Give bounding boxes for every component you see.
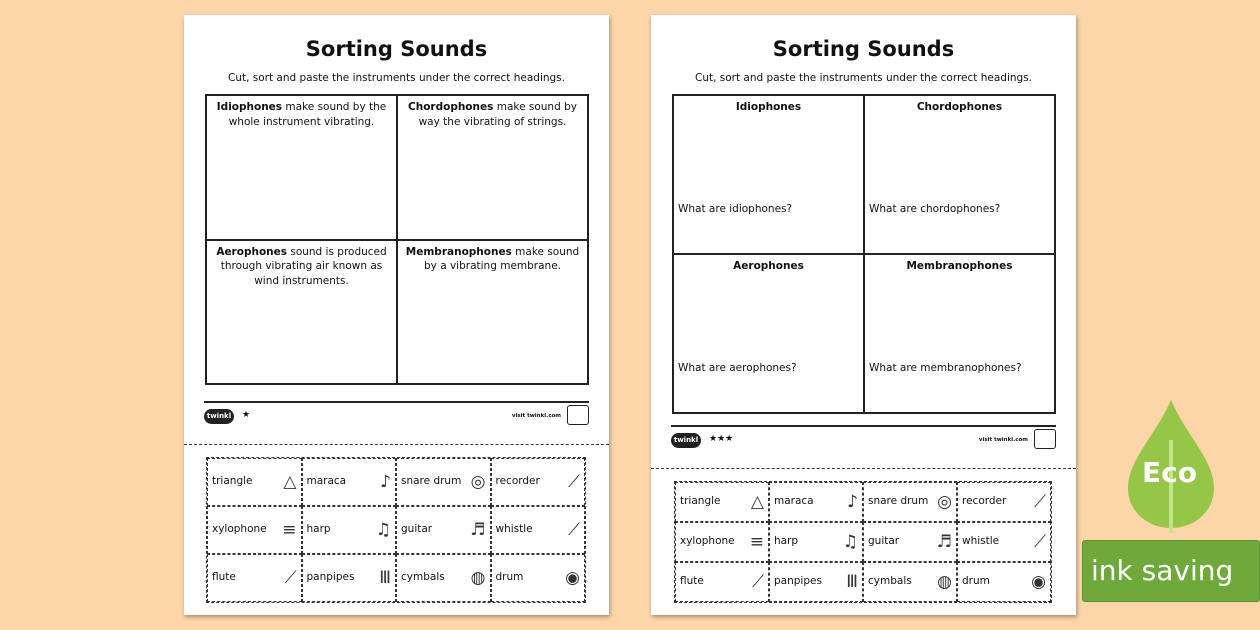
instructions: Cut, sort and paste the instruments under the correct headings. xyxy=(227,72,565,84)
badge-icon xyxy=(567,405,589,425)
question: What are chordophones? xyxy=(869,203,1001,216)
instrument-icon: ⟋ xyxy=(1034,532,1046,552)
twinkl-logo: twinkl xyxy=(204,409,234,424)
instrument-icon: ◍ xyxy=(470,568,486,588)
page-title: Sorting Sounds xyxy=(772,37,955,61)
instrument-card xyxy=(769,522,863,562)
instrument-icon: △ xyxy=(283,472,297,492)
cell-idiophones xyxy=(673,95,864,254)
question: What are idiophones? xyxy=(678,203,793,216)
instrument-icon: ◎ xyxy=(937,492,952,512)
sorting-grid xyxy=(672,94,1056,414)
instrument-icon: △ xyxy=(750,492,764,512)
instrument-name: flute xyxy=(212,571,236,584)
worksheet-page-1 xyxy=(184,15,609,615)
instrument-name: xylophone xyxy=(680,535,735,548)
eco-leaf-icon xyxy=(1126,400,1216,533)
instrument-icon: ⟋ xyxy=(568,520,580,540)
instrument-card xyxy=(396,554,491,602)
cell-aerophones xyxy=(206,240,397,385)
description: make sound by a vibrating membrane. xyxy=(423,245,580,273)
ink-saving-banner xyxy=(1082,540,1260,602)
instrument-icon: ◎ xyxy=(470,472,486,492)
worksheet-page-2 xyxy=(651,15,1076,615)
cell-chordophones xyxy=(397,95,588,240)
instrument-name: recorder xyxy=(962,495,1007,508)
instrument-name: snare drum xyxy=(401,475,462,488)
instrument-name: drum xyxy=(962,575,990,588)
instrument-card xyxy=(207,554,302,602)
instrument-card xyxy=(396,458,491,506)
sorting-grid xyxy=(205,94,589,385)
instrument-icon: ♪ xyxy=(847,492,858,512)
instrument-name: guitar xyxy=(868,535,900,548)
instrument-icon: ◉ xyxy=(1031,572,1046,592)
instrument-card xyxy=(207,506,302,554)
instrument-icon: ◉ xyxy=(565,568,580,588)
instrument-card xyxy=(863,562,957,602)
heading: Aerophones xyxy=(216,245,288,258)
instrument-icon: ♪ xyxy=(380,472,391,492)
instrument-card xyxy=(675,562,769,602)
instrument-icon: ⟋ xyxy=(284,568,297,588)
cell-membranophones xyxy=(864,254,1055,413)
difficulty-stars: ★★★ xyxy=(709,434,734,444)
instrument-card xyxy=(207,458,302,506)
instrument-card xyxy=(863,522,957,562)
visit-link: visit twinkl.com xyxy=(511,413,561,419)
twinkl-logo: twinkl xyxy=(671,433,701,448)
instrument-card xyxy=(769,482,863,522)
instrument-name: harp xyxy=(774,535,799,548)
difficulty-stars: ★ xyxy=(242,410,251,420)
instrument-card xyxy=(957,562,1051,602)
instrument-name: whistle xyxy=(962,535,1000,548)
instrument-name: guitar xyxy=(401,523,433,536)
instrument-card xyxy=(302,506,397,554)
ink-saving-label: ink saving xyxy=(1091,554,1234,587)
instrument-icon: ≡ xyxy=(749,532,764,552)
question: What are membranophones? xyxy=(869,362,1022,375)
instrument-icon: Ⅲ xyxy=(846,572,858,592)
instrument-name: triangle xyxy=(680,495,721,508)
instrument-card xyxy=(863,482,957,522)
cell-aerophones xyxy=(673,254,864,413)
instrument-card xyxy=(302,458,397,506)
instrument-icon: ♬ xyxy=(936,532,952,552)
instrument-icon: ⟋ xyxy=(568,472,580,492)
heading: Membranophones xyxy=(405,245,512,258)
heading: Aerophones xyxy=(733,260,804,272)
cut-line xyxy=(651,468,1076,469)
instrument-name: harp xyxy=(306,523,331,536)
instrument-cards xyxy=(206,457,586,603)
description: make sound by way the vibrating of strings. xyxy=(418,101,577,128)
visit-link: visit twinkl.com xyxy=(978,437,1028,443)
instrument-name: maraca xyxy=(774,495,814,508)
instrument-icon: ♬ xyxy=(470,520,486,540)
instrument-name: cymbals xyxy=(401,571,445,584)
instrument-name: maraca xyxy=(306,475,347,488)
instrument-name: xylophone xyxy=(212,523,267,536)
instrument-name: whistle xyxy=(495,523,533,536)
instrument-name: flute xyxy=(680,575,704,588)
instrument-icon: ♫ xyxy=(842,532,858,552)
instructions: Cut, sort and paste the instruments under the correct headings. xyxy=(694,72,1032,84)
instrument-card xyxy=(491,458,586,506)
question: What are aerophones? xyxy=(678,362,797,375)
cell-membranophones xyxy=(397,240,588,385)
instrument-card xyxy=(957,522,1051,562)
heading: Idiophones xyxy=(216,101,283,113)
instrument-name: recorder xyxy=(495,475,540,488)
cut-line xyxy=(184,444,609,445)
instrument-icon: ◍ xyxy=(937,572,952,592)
cell-idiophones xyxy=(206,95,397,240)
instrument-card xyxy=(769,562,863,602)
description: make sound by the whole instrument vibrating. xyxy=(228,101,387,128)
instrument-card xyxy=(302,554,397,602)
eco-label: Eco xyxy=(1142,456,1197,489)
instrument-card xyxy=(396,506,491,554)
instrument-name: triangle xyxy=(212,475,253,488)
instrument-icon: ♫ xyxy=(375,520,391,540)
page-title: Sorting Sounds xyxy=(305,37,488,61)
heading: Idiophones xyxy=(735,101,802,113)
instrument-name: drum xyxy=(495,571,524,584)
footer xyxy=(204,401,589,420)
instrument-icon: ⟋ xyxy=(1034,492,1046,512)
heading: Chordophones xyxy=(916,101,1003,113)
instrument-name: cymbals xyxy=(868,575,912,588)
cell-chordophones xyxy=(864,95,1055,254)
instrument-cards xyxy=(674,481,1052,603)
description: sound is produced through vibrating air known as wind instruments. xyxy=(220,245,387,287)
instrument-card xyxy=(491,506,586,554)
instrument-card xyxy=(675,522,769,562)
instrument-name: snare drum xyxy=(868,495,929,508)
badge-icon xyxy=(1034,429,1056,449)
instrument-card xyxy=(957,482,1051,522)
instrument-icon: Ⅲ xyxy=(379,568,391,588)
instrument-card xyxy=(491,554,586,602)
heading: Membranophones xyxy=(906,260,1013,272)
instrument-name: panpipes xyxy=(306,571,355,584)
instrument-icon: ≡ xyxy=(282,520,297,540)
instrument-name: panpipes xyxy=(774,575,822,588)
instrument-icon: ⟋ xyxy=(752,572,764,592)
heading: Chordophones xyxy=(408,101,494,113)
footer xyxy=(671,425,1056,444)
instrument-card xyxy=(675,482,769,522)
